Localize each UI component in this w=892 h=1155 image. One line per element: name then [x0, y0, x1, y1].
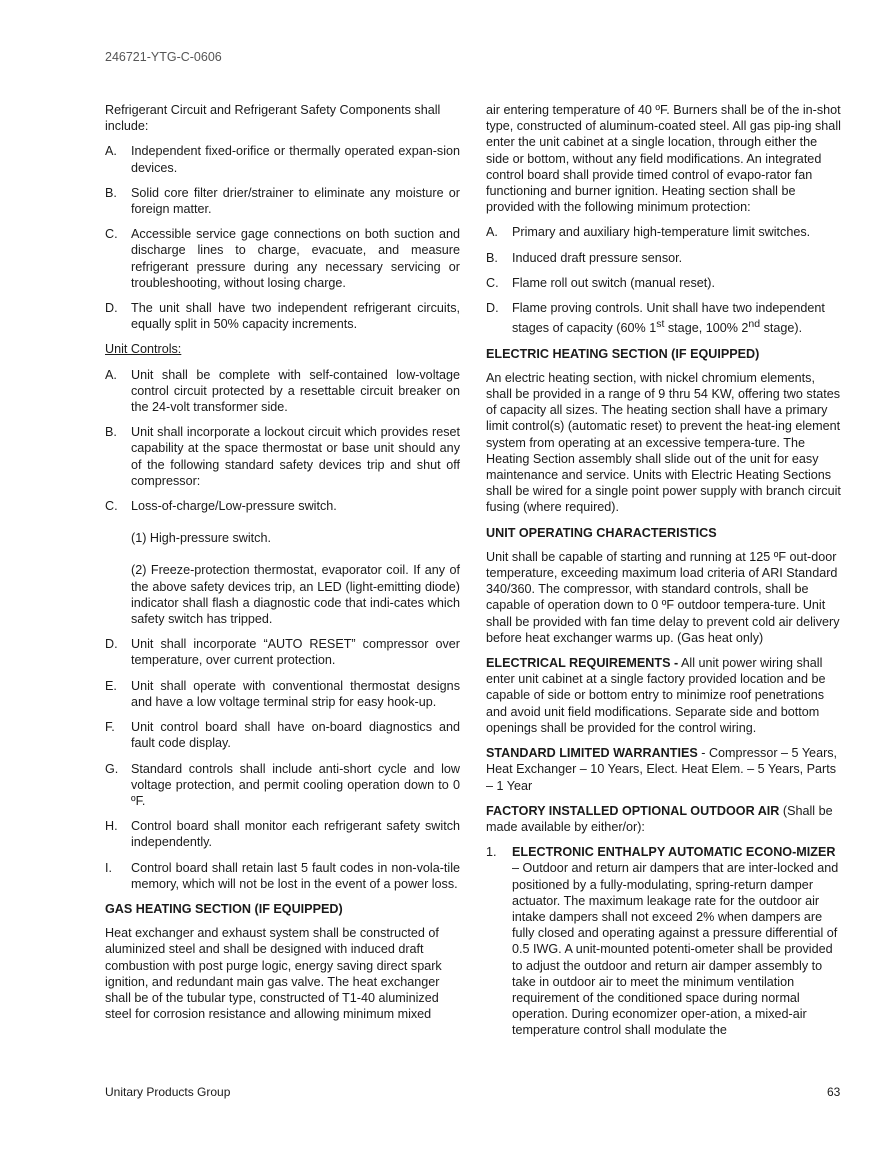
operating-heading: UNIT OPERATING CHARACTERISTICS: [486, 525, 717, 540]
controls-list: [105, 636, 460, 892]
electric-paragraph: An electric heating section, with nickel chromium elements, shall be provided in a range of 9 thru 54 KW, offering two states of capacity all sizes. The heating section shall have a primary limit control(s) (automatic reset) to prevent the heat-ing element system from operating at an excessive tempera-ture. The Heating Section assembly shall slide out of the unit for easy maintenance and service. Units with Electric Heating Sections shall be wired for a single point power supply with branch circuit fusing (where required).: [486, 370, 841, 515]
list-item: [105, 818, 460, 850]
list-item-label: B.: [105, 185, 117, 200]
text-run: (Shall be made available by either/or):: [486, 803, 833, 834]
list-item-text: Unit shall be complete with self-contained low-voltage control circuit protected by a resettable circuit breaker on the 24-volt transformer side.: [131, 367, 460, 415]
footer-company: Unitary Products Group: [105, 1085, 231, 1099]
list-item: [486, 275, 841, 291]
list-item-text: Accessible service gage connections on both suction and discharge lines to charge, evacuate, and measure refrigerant pressure during any necessary servicing or troubleshooting, without losing charge.: [131, 227, 460, 290]
list-item: [486, 224, 841, 240]
text-run: All unit power wiring shall enter unit cabinet at a single factory provided location and be capable of side or bottom entry to minimize roof penetrations and avoid unit field modifications. Separate side and bottom openings shall be provided for the control wiring.: [486, 656, 826, 735]
list-item: [105, 761, 460, 810]
list-item: [105, 719, 460, 751]
list-item-label: F.: [105, 720, 115, 735]
gas-continued-paragraph: air entering temperature of 40 ºF. Burners shall be of the in-shot type, constructed of aluminum-coated steel. All gas pip-ing shall enter the unit cabinet at a single location, through either the side or bottom, without any field modifications. An integrated control board shall provide timed control of evapo-rator fan functioning and burner ignition. Heating section shall be provided with the following minimum protection:: [486, 103, 841, 215]
list-item: [105, 498, 460, 514]
list-item: [105, 860, 460, 892]
list-item: [105, 636, 460, 668]
list-item-text: Solid core filter drier/strainer to eliminate any moisture or foreign matter.: [131, 185, 460, 217]
list-item-label: B.: [105, 425, 117, 440]
operating-paragraph: Unit shall be capable of starting and running at 125 ºF out-door temperature, exceeding maximum load criteria of ARI Standard 340/360. The compressor, with standard controls, shall be capable of operation down to 0 ºF outdoor tempera-ture. Unit shall be provided with fan time delay to prevent cold air delivery before heat exchanger warms up. (Gas heat only): [486, 549, 840, 645]
list-item-label: B.: [486, 250, 498, 265]
outdoor-air-paragraph: [486, 803, 841, 835]
list-item-text: Unit shall incorporate “AUTO RESET” compressor over temperature, over current protection.: [131, 637, 460, 668]
list-item-label: A.: [486, 225, 498, 240]
economizer-heading: ELECTRONIC ENTHALPY AUTOMATIC ECONO-MIZER: [512, 845, 836, 860]
list-item: [105, 300, 460, 332]
list-item-label: C.: [105, 227, 118, 242]
list-item-text: Unit control board shall have on-board diagnostics and fault code display.: [131, 720, 460, 751]
list-item-text: [512, 300, 841, 337]
electric-heading: ELECTRIC HEATING SECTION (IF EQUIPPED): [486, 346, 760, 361]
gas-heading: GAS HEATING SECTION (IF EQUIPPED): [105, 901, 343, 916]
unit-controls-heading: Unit Controls:: [105, 342, 182, 357]
list-item-label: I.: [105, 860, 112, 875]
list-item-label: H.: [105, 819, 118, 834]
page-number: 63: [827, 1085, 841, 1099]
list-item-text: Unit shall operate with conventional thermostat designs and have a low voltage terminal strip for easy hook-up.: [131, 678, 460, 709]
gas-protection-list: [486, 224, 841, 291]
list-item-text: Loss-of-charge/Low-pressure switch.: [131, 499, 337, 514]
list-item: [105, 678, 460, 710]
list-item-label: D.: [486, 301, 499, 316]
electrical-requirements-paragraph: [486, 655, 841, 736]
list-item-label: E.: [105, 678, 117, 693]
text-run: stage, 100% 2: [664, 321, 749, 336]
text-run: Flame proving controls. Unit shall have two independent stages of capacity (60% 1: [512, 301, 825, 336]
right-column: [486, 102, 841, 1048]
warranties-paragraph: [486, 745, 841, 794]
list-item: [105, 185, 460, 217]
list-item-label: C.: [105, 499, 118, 514]
list-item: [105, 143, 460, 175]
list-item: [486, 250, 841, 266]
warranties-heading: STANDARD LIMITED WARRANTIES: [486, 746, 698, 761]
list-item-label: A.: [105, 367, 117, 382]
refrigerant-list: [105, 143, 460, 332]
list-item-text: Primary and auxiliary high-temperature limit switches.: [512, 225, 811, 240]
list-item-text: Induced draft pressure sensor.: [512, 250, 683, 265]
list-item-label: D.: [105, 637, 118, 652]
document-id: 246721-YTG-C-0606: [105, 50, 222, 64]
list-item-label: C.: [486, 275, 499, 290]
text-run: - Compressor – 5 Years, Heat Exchanger – 10 Years, Elect. Heat Elem. – 5 Years, Parts – 1 Year: [486, 746, 838, 793]
list-item: [105, 226, 460, 291]
list-item: [486, 844, 841, 1038]
list-item-text: The unit shall have two independent refrigerant circuits, equally split in 50% capacity increments.: [131, 301, 460, 332]
list-item-text: Control board shall monitor each refrigerant safety switch independently.: [131, 819, 460, 850]
list-item-label: A.: [105, 144, 117, 159]
superscript: nd: [748, 318, 761, 331]
refrigerant-intro: Refrigerant Circuit and Refrigerant Safety Components shall include:: [105, 103, 441, 134]
list-item-label: G.: [105, 761, 119, 776]
superscript: st: [656, 318, 665, 331]
list-item: [105, 424, 460, 489]
list-item: [486, 300, 841, 337]
list-item-text: Independent fixed-orifice or thermally operated expan-sion devices.: [131, 144, 460, 175]
list-item: [105, 367, 460, 416]
list-item-text: Control board shall retain last 5 fault codes in non-vola-tile memory, which will not be lost in the event of a power loss.: [131, 860, 460, 891]
list-item-label: D.: [105, 301, 118, 316]
outdoor-air-heading: FACTORY INSTALLED OPTIONAL OUTDOOR AIR: [486, 803, 780, 818]
list-item-text: Unit shall incorporate a lockout circuit which provides reset capability at the space thermostat or base unit should any of the following standard safety devices trip and shut off compressor:: [131, 425, 460, 488]
sub-item: (2) Freeze-protection thermostat, evaporator coil. If any of the above safety devices trip, an LED (light-emitting diode) indicator shall flash a diagnostic code that indi-cates which safety switch has tripped.: [131, 563, 460, 627]
gas-paragraph: Heat exchanger and exhaust system shall be constructed of aluminized steel and shall be designed with induced draft combustion with post purge logic, energy saving direct spark ignition, and redundant main gas valve. The heat exchanger shall be of the tubular type, constructed of T1-40 aluminized steel for corrosion resistance and allowing minimum mixed: [105, 926, 442, 1022]
sub-item: (1) High-pressure switch.: [131, 531, 271, 546]
list-item-text: Flame roll out switch (manual reset).: [512, 275, 715, 290]
electrical-requirements-heading: ELECTRICAL REQUIREMENTS -: [486, 656, 679, 671]
left-column: [105, 102, 460, 1031]
list-item-text: Standard controls shall include anti-short cycle and low voltage protection, and permit cooling operation down to 0 ºF.: [131, 761, 460, 808]
text-run: – Outdoor and return air dampers that are inter-locked and positioned by a fully-modulating, spring-return damper actuator. The maximum leakage rate for the outdoor air intake dampers shall not exceed 2% when dampers are fully closed and operating against a pressure differential of 0.5 IWG. A unit-mounted potenti-ometer shall be provided to adjust the outdoor and return air damper assembly to take in outdoor air to meet the minimum ventilation requirement of the conditioned space during normal operation. During economizer oper-ation, a mixed-air temperature control shall modulate the: [512, 861, 839, 1038]
text-run: stage).: [760, 321, 803, 336]
list-item-label: 1.: [486, 845, 497, 860]
list-item-text: [512, 844, 841, 1038]
